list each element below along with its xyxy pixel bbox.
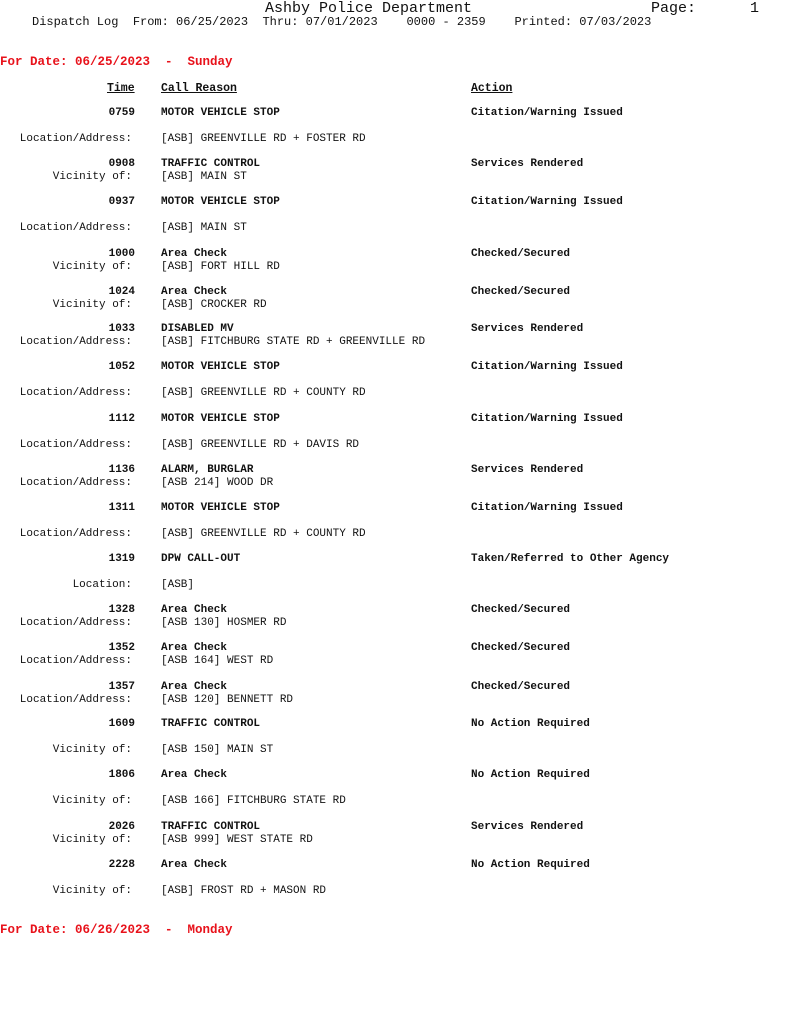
- dispatch-entry: [0, 718, 791, 756]
- entry-time: 1311: [108, 502, 135, 514]
- dispatch-entry: [0, 361, 791, 399]
- entry-time: 1806: [108, 769, 135, 781]
- entry-address: [ASB] CROCKER RD: [161, 299, 267, 311]
- entry-call-reason: Area Check: [161, 248, 228, 260]
- entry-time: 2026: [108, 821, 135, 833]
- entry-call-reason: MOTOR VEHICLE STOP: [161, 361, 280, 373]
- department-title: Ashby Police Department: [265, 0, 473, 17]
- entry-location-label: Location/Address:: [19, 439, 132, 451]
- page-label: Page:: [651, 0, 697, 17]
- entry-address: [ASB] FORT HILL RD: [161, 261, 280, 273]
- dispatch-entry: [0, 413, 791, 451]
- entry-address: [ASB] GREENVILLE RD + FOSTER RD: [161, 133, 366, 145]
- entry-location-label: Vicinity of:: [52, 744, 132, 756]
- entry-address: [ASB 150] MAIN ST: [161, 744, 274, 756]
- entry-time: 1357: [108, 681, 135, 693]
- entry-address: [ASB 164] WEST RD: [161, 655, 274, 667]
- entry-time: 1328: [108, 604, 135, 616]
- dispatch-entry: [0, 642, 791, 672]
- entry-call-reason: Area Check: [161, 769, 228, 781]
- entry-call-reason: MOTOR VEHICLE STOP: [161, 502, 280, 514]
- dispatch-entry: [0, 158, 791, 188]
- dispatch-entry: [0, 464, 791, 494]
- entry-action: Checked/Secured: [471, 286, 571, 298]
- entry-location-label: Location/Address:: [19, 387, 132, 399]
- entry-address: [ASB]: [161, 579, 195, 591]
- entry-call-reason: MOTOR VEHICLE STOP: [161, 196, 280, 208]
- entry-location-label: Vicinity of:: [52, 885, 132, 897]
- entry-address: [ASB 120] BENNETT RD: [161, 694, 294, 706]
- entry-action: Services Rendered: [471, 323, 584, 335]
- entry-call-reason: MOTOR VEHICLE STOP: [161, 107, 280, 119]
- entry-address: [ASB] GREENVILLE RD + COUNTY RD: [161, 387, 366, 399]
- entry-time: 1052: [108, 361, 135, 373]
- entry-action: Citation/Warning Issued: [471, 413, 623, 425]
- entry-action: Checked/Secured: [471, 604, 571, 616]
- dispatch-entry: [0, 553, 791, 591]
- entry-location-label: Location/Address:: [19, 336, 132, 348]
- entry-time: 1033: [108, 323, 135, 335]
- entry-call-reason: TRAFFIC CONTROL: [161, 821, 261, 833]
- entry-call-reason: DPW CALL-OUT: [161, 553, 241, 565]
- entry-call-reason: ALARM, BURGLAR: [161, 464, 254, 476]
- entry-time: 1352: [108, 642, 135, 654]
- entry-address: [ASB] FITCHBURG STATE RD + GREENVILLE RD: [161, 336, 426, 348]
- entry-action: No Action Required: [471, 718, 590, 730]
- entry-action: No Action Required: [471, 859, 590, 871]
- dispatch-entry: [0, 821, 791, 851]
- entry-action: Taken/Referred to Other Agency: [471, 553, 670, 565]
- entry-action: Citation/Warning Issued: [471, 502, 623, 514]
- entry-location-label: Vicinity of:: [52, 834, 132, 846]
- dispatch-entry: [0, 323, 791, 353]
- entry-location-label: Location:: [72, 579, 132, 591]
- entry-location-label: Location/Address:: [19, 222, 132, 234]
- dispatch-entry: [0, 769, 791, 807]
- entry-time: 0908: [108, 158, 135, 170]
- entry-action: Citation/Warning Issued: [471, 107, 623, 119]
- entry-action: Services Rendered: [471, 821, 584, 833]
- entry-action: Citation/Warning Issued: [471, 196, 623, 208]
- dispatch-entry: [0, 502, 791, 540]
- entry-action: Services Rendered: [471, 464, 584, 476]
- entry-address: [ASB] GREENVILLE RD + DAVIS RD: [161, 439, 360, 451]
- entry-action: Checked/Secured: [471, 642, 571, 654]
- entry-address: [ASB 166] FITCHBURG STATE RD: [161, 795, 346, 807]
- entry-address: [ASB] FROST RD + MASON RD: [161, 885, 327, 897]
- dispatch-entry: [0, 196, 791, 234]
- entry-time: 0759: [108, 107, 135, 119]
- entry-call-reason: MOTOR VEHICLE STOP: [161, 413, 280, 425]
- dispatch-entry: [0, 604, 791, 634]
- column-header-action: Action: [471, 82, 513, 95]
- entry-action: Services Rendered: [471, 158, 584, 170]
- entry-location-label: Location/Address:: [19, 477, 132, 489]
- date-heading-1: For Date: 06/25/2023 - Sunday: [0, 55, 233, 69]
- entry-action: Citation/Warning Issued: [471, 361, 623, 373]
- entry-action: Checked/Secured: [471, 681, 571, 693]
- entry-call-reason: Area Check: [161, 642, 228, 654]
- dispatch-entry: [0, 248, 791, 278]
- entry-time: 1136: [108, 464, 135, 476]
- column-header-call-reason: Call Reason: [161, 82, 237, 95]
- date-heading-2: For Date: 06/26/2023 - Monday: [0, 923, 233, 937]
- dispatch-log-info: Dispatch Log From: 06/25/2023 Thru: 07/01/2023 0000 - 2359 Printed: 07/03/2023: [32, 15, 652, 29]
- page-number: 1: [750, 0, 760, 17]
- dispatch-entry: [0, 107, 791, 145]
- entry-time: 1112: [108, 413, 135, 425]
- column-header-time: Time: [107, 82, 135, 95]
- entry-location-label: Location/Address:: [19, 528, 132, 540]
- entry-location-label: Location/Address:: [19, 617, 132, 629]
- entry-address: [ASB] MAIN ST: [161, 171, 247, 183]
- entry-address: [ASB 130] HOSMER RD: [161, 617, 287, 629]
- entry-location-label: Vicinity of:: [52, 171, 132, 183]
- entry-call-reason: Area Check: [161, 859, 228, 871]
- entry-time: 1319: [108, 553, 135, 565]
- entry-call-reason: DISABLED MV: [161, 323, 234, 335]
- dispatch-entry: [0, 286, 791, 316]
- entry-time: 1000: [108, 248, 135, 260]
- entry-time: 1024: [108, 286, 135, 298]
- entry-location-label: Location/Address:: [19, 133, 132, 145]
- entry-call-reason: Area Check: [161, 604, 228, 616]
- entry-call-reason: Area Check: [161, 681, 228, 693]
- entry-action: No Action Required: [471, 769, 590, 781]
- entry-address: [ASB 999] WEST STATE RD: [161, 834, 313, 846]
- entry-location-label: Location/Address:: [19, 655, 132, 667]
- entry-address: [ASB 214] WOOD DR: [161, 477, 274, 489]
- entry-time: 2228: [108, 859, 135, 871]
- entry-location-label: Location/Address:: [19, 694, 132, 706]
- entry-location-label: Vicinity of:: [52, 261, 132, 273]
- entry-call-reason: Area Check: [161, 286, 228, 298]
- dispatch-entry: [0, 859, 791, 897]
- dispatch-entry: [0, 681, 791, 711]
- entry-location-label: Vicinity of:: [52, 299, 132, 311]
- entry-address: [ASB] MAIN ST: [161, 222, 247, 234]
- entry-action: Checked/Secured: [471, 248, 571, 260]
- entry-time: 1609: [108, 718, 135, 730]
- page-indicator: [651, 0, 759, 17]
- entry-call-reason: TRAFFIC CONTROL: [161, 718, 261, 730]
- entry-location-label: Vicinity of:: [52, 795, 132, 807]
- entry-address: [ASB] GREENVILLE RD + COUNTY RD: [161, 528, 366, 540]
- entry-time: 0937: [108, 196, 135, 208]
- entry-call-reason: TRAFFIC CONTROL: [161, 158, 261, 170]
